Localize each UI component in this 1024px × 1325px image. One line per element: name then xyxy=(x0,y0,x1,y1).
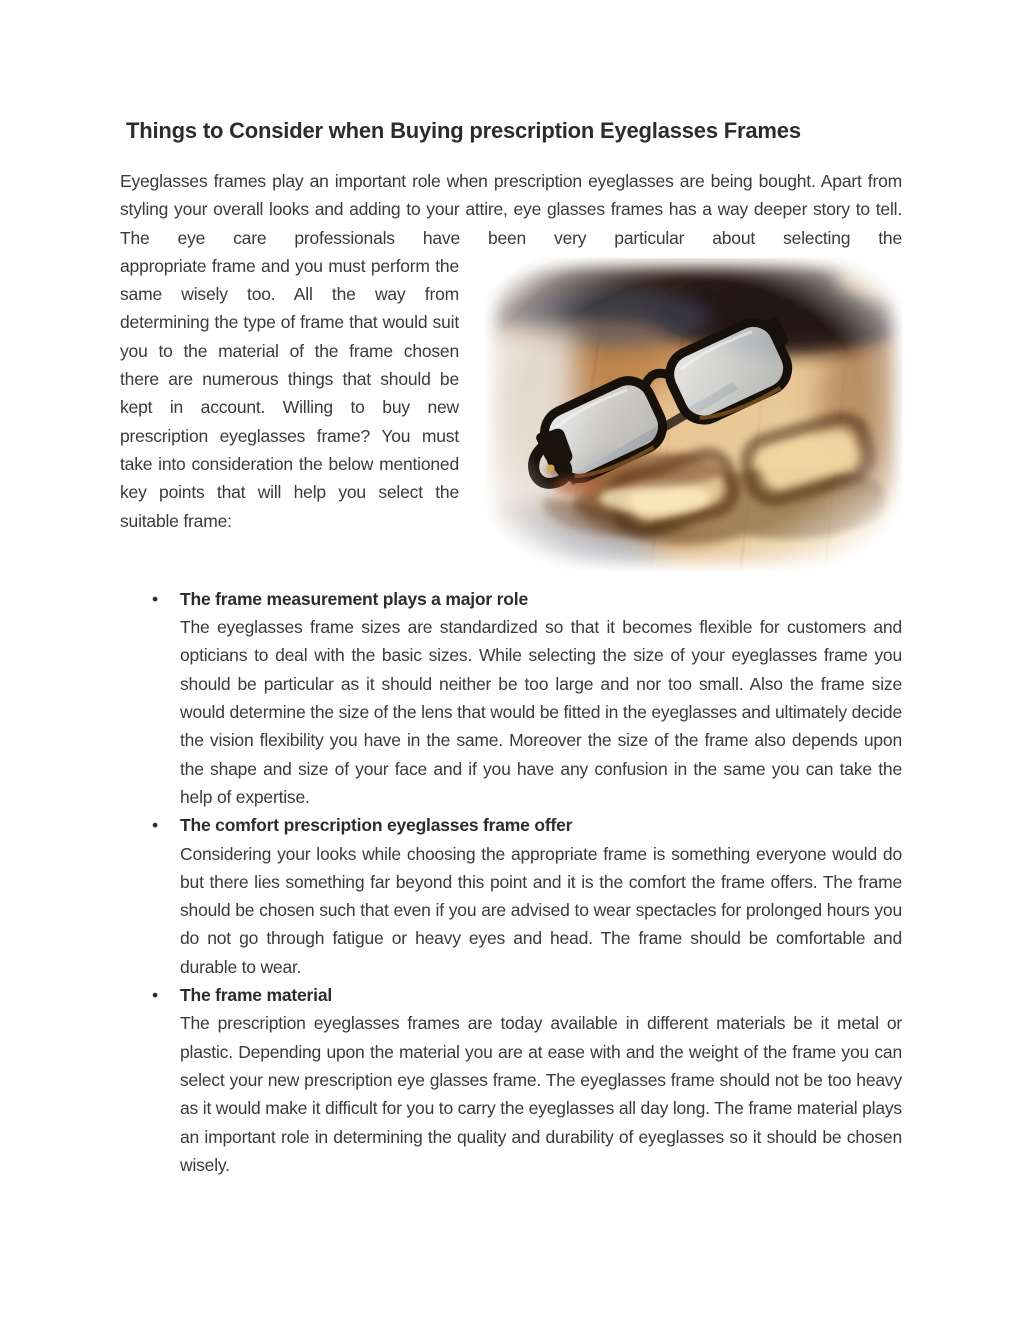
list-item-frame-measurement xyxy=(152,585,902,811)
bullet-heading: The comfort prescription eyeglasses frame offer xyxy=(180,815,573,836)
intro-paragraph-wrapped: appropriate frame and you must perform the same wisely too. All the way from determining the type of frame that would suit you to the material of the frame chosen there are numerous things that should be kept in account. Willing to buy new prescription eyeglasses frame? You must take into consideration the below mentioned key points that will help you select the suitable frame: xyxy=(120,255,459,531)
bullet-heading: The frame measurement plays a major role xyxy=(180,588,528,609)
eyeglasses-photo-graphic xyxy=(485,258,902,571)
eyeglasses-photo xyxy=(485,258,902,571)
bullet-icon: • xyxy=(152,985,158,1006)
page-title: Things to Consider when Buying prescription Eyeglasses Frames xyxy=(126,118,801,143)
bullet-heading: The frame material xyxy=(180,985,333,1006)
bullet-body: The prescription eyeglasses frames are today available in different materials be it metal or plastic. Depending upon the material you are at ease with and the weight of the frame you can select your new prescription eye glasses frame. The eyeglasses frame should not be too heavy as it would make it difficult for you to carry the eyeglasses all day long. The frame material plays an important role in determining the quality and durability of eyeglasses so it should be chosen wisely. xyxy=(180,1013,902,1175)
intro-paragraph-top: Eyeglasses frames play an important role when prescription eyeglasses are being bought. Apart from styling your overall looks and adding to your attire, eye glasses frames has a way deeper story to tell. The eye care professionals have been very particular about selecting the xyxy=(120,171,902,248)
list-item-frame-comfort xyxy=(152,811,902,981)
bullet-body: The eyeglasses frame sizes are standardized so that it becomes flexible for customers and opticians to deal with the basic sizes. While selecting the size of your eyeglasses frame you should be particular as it should neither be too large and nor too small. Also the frame size would determine the size of the lens that would be fitted in the eyeglasses and ultimately decide the vision flexibility you have in the same. Moreover the size of the frame also depends upon the shape and size of your face and if you have any confusion in the same you can take the help of expertise. xyxy=(180,617,902,807)
document-content xyxy=(120,116,902,1179)
intro-with-photo xyxy=(120,252,902,535)
key-points-list xyxy=(120,585,902,1179)
list-item-frame-material xyxy=(152,981,902,1179)
bullet-icon: • xyxy=(152,815,158,836)
bullet-body: Considering your looks while choosing the appropriate frame is something everyone would do but there lies something far beyond this point and it is the comfort the frame offers. The frame should be chosen such that even if you are advised to wear spectacles for prolonged hours you do not go through fatigue or heavy eyes and head. The frame should be comfortable and durable to wear. xyxy=(180,843,902,977)
bullet-icon: • xyxy=(152,588,158,609)
